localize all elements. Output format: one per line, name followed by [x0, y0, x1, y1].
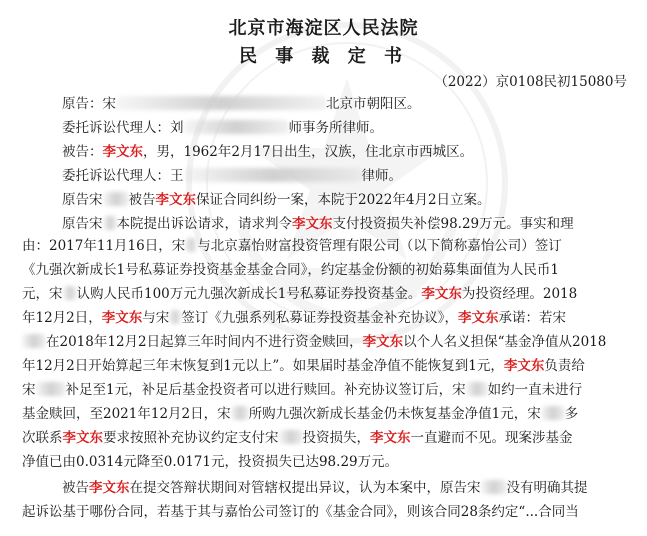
plaintiff-label: 原告：宋 — [62, 96, 116, 112]
highlighted-name: 李文东 — [62, 430, 103, 446]
plaintiff-line — [62, 94, 421, 114]
text-line: 原告宋 被告李文东保证合同纠纷一案，本院于2022年4月2日立案。 — [62, 192, 491, 208]
court-title: 北京市海淀区人民法院 — [228, 18, 419, 39]
redaction-blur — [466, 382, 488, 396]
highlighted-name: 李文东 — [503, 358, 545, 374]
redaction-blur — [22, 334, 46, 348]
text-line: 次联系李文东要求按照补充协议约定支付宋 投资损失，李文东一直避而不见。现案涉基金 — [22, 430, 573, 446]
redaction-blur — [63, 286, 77, 300]
document-type-title: 民 事 裁 定 书 — [238, 46, 409, 67]
text-line: 由：2017年11月16日，宋 与北京嘉怡财富投资管理有限公司（以下简称嘉怡公司）签订 — [22, 238, 562, 254]
redaction-blur — [169, 310, 181, 324]
highlighted-name: 李文东 — [370, 430, 411, 446]
redaction-blur — [184, 168, 362, 182]
text-line: 年12月2日，李文东与宋 签订《九强系列私募证券投资基金补充协议》，李文东承诺：若宋 — [22, 310, 567, 326]
defendant-line — [62, 142, 473, 162]
highlighted-name: 李文东 — [155, 192, 196, 208]
redaction-blur — [541, 406, 565, 420]
highlighted-name: 李文东 — [458, 310, 499, 326]
highlighted-name: 李文东 — [362, 334, 404, 350]
text-line: 《九强次新成长1号私募证券投资基金基金合同》，约定基金份额的初始募集面值为人民币1 — [22, 262, 559, 278]
agent-firm: 律师。 — [361, 168, 402, 184]
case-number: （2022）京0108民初15080号 — [434, 74, 627, 90]
text-line: 起诉讼基于哪份合同，若基于其与嘉怡公司签订的《基金合同》，则该合同28条约定“...合同当 — [22, 504, 579, 520]
text-line: 元，宋 认购人民币100万元九强次新成长1号私募证券投资基金。李文东为投资经理。2018 — [22, 286, 578, 302]
defendant-label: 被告： — [62, 144, 103, 160]
plaintiff-agent-line — [62, 118, 383, 138]
redaction-blur — [184, 120, 289, 134]
defendant-agent-line — [62, 166, 402, 186]
redaction-blur — [103, 216, 117, 230]
plaintiff-address: 北京市朝阳区。 — [326, 96, 421, 112]
text-line: 原告宋 本院提出诉讼请求，请求判令李文东支付投资损失补偿98.29万元。事实和理 — [62, 216, 574, 232]
agent-firm: 师事务所律师。 — [288, 120, 383, 136]
redaction-blur — [279, 430, 303, 444]
highlighted-name: 李文东 — [101, 310, 143, 326]
highlighted-name: 李文东 — [102, 144, 143, 160]
redaction-blur — [36, 382, 66, 396]
agent-label: 委托诉讼代理人：王 — [62, 168, 184, 184]
redaction-blur — [481, 480, 507, 494]
text-line: 被告李文东在提交答辩状期间对管辖权提出异议，认为本案中，原告宋 没有明确其提 — [62, 480, 588, 496]
redaction-blur — [116, 96, 326, 110]
redaction-blur — [103, 192, 129, 206]
text-line: 在2018年12月2日起算三年时间内不进行资金赎回，李文东以个人名义担保“基金净值从2018 — [22, 332, 606, 352]
highlighted-name: 李文东 — [89, 480, 130, 496]
highlighted-name: 李文东 — [421, 286, 462, 302]
agent-label: 委托诉讼代理人：刘 — [62, 120, 184, 136]
text-line: 净值已由0.0314元降至0.0171元，投资损失已达98.29万元。 — [22, 454, 399, 470]
highlighted-name: 李文东 — [292, 216, 333, 232]
text-line: 宋 补足至1元，补足后基金投资者可以进行赎回。补充协议签订后，宋 如约一直未进行 — [22, 382, 583, 398]
redaction-blur — [185, 238, 197, 252]
text-line: 基金赎回，至2021年12月2日，宋 所购九强次新成长基金仍未恢复基金净值1元，宋 多 — [22, 406, 579, 422]
text-line: 年12月2日开始算起三年末恢复到1元以上”。如果届时基金净值不能恢复到1元，李文东负责给 — [22, 358, 585, 374]
redaction-blur — [231, 406, 249, 420]
defendant-info: ，男，1962年2月17日出生，汉族，住北京市西城区。 — [143, 144, 474, 160]
